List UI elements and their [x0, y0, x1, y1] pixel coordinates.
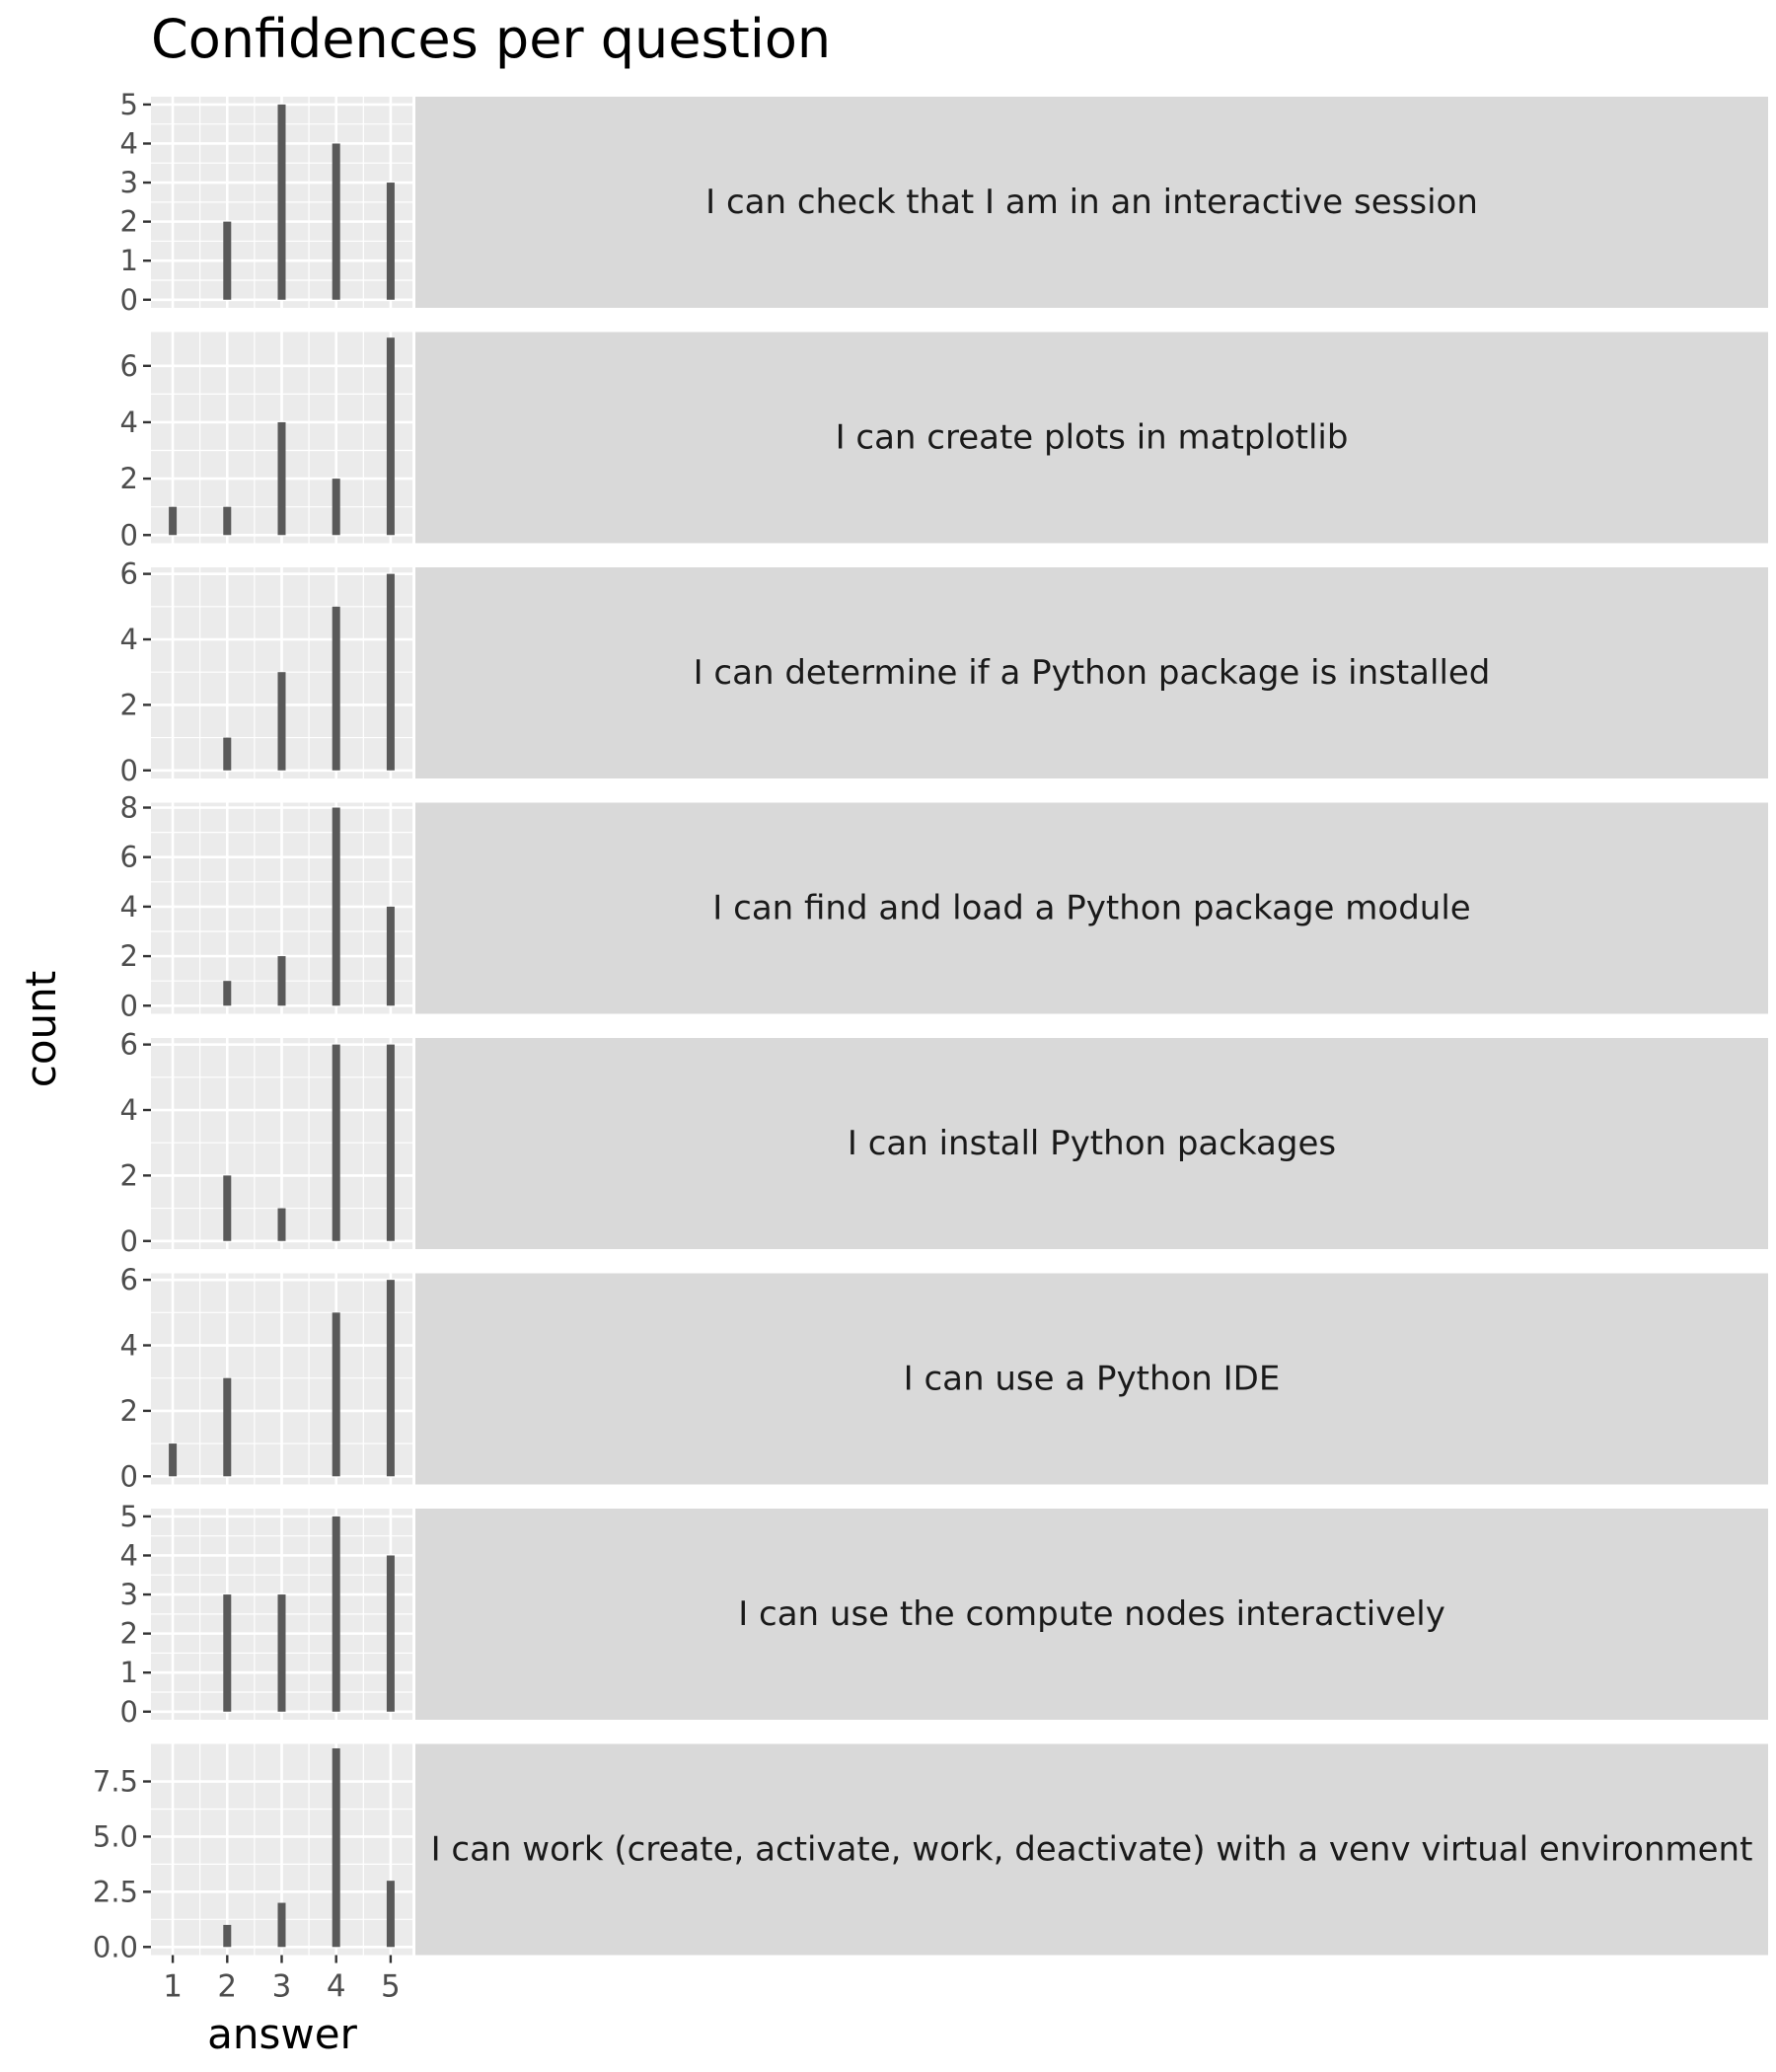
facet-panel — [120, 557, 1768, 787]
bar — [333, 1517, 340, 1712]
y-tick-label: 2 — [119, 462, 138, 496]
facet-strip-label: I can install Python packages — [847, 1124, 1337, 1163]
bar — [278, 1903, 286, 1948]
bar — [169, 507, 177, 536]
y-tick-label: 0 — [119, 518, 138, 553]
bar — [333, 1312, 340, 1476]
y-tick-label: 0 — [119, 1223, 138, 1258]
y-tick-label: 8 — [119, 790, 138, 825]
y-tick-label: 0 — [119, 282, 138, 317]
y-tick-label: 0.0 — [92, 1930, 138, 1964]
bar — [387, 337, 395, 535]
x-tick-label: 1 — [163, 1968, 183, 2005]
x-tick-label: 3 — [271, 1968, 292, 2005]
y-tick-label: 0 — [119, 1459, 138, 1494]
chart-title: Confidences per question — [151, 8, 832, 70]
bar — [387, 907, 395, 1005]
y-tick-label: 3 — [119, 1578, 138, 1612]
facet-panel — [120, 791, 1768, 1023]
bar — [387, 1881, 395, 1947]
x-axis — [163, 1956, 401, 2005]
bar — [333, 1045, 340, 1241]
x-tick-label: 2 — [217, 1968, 238, 2005]
y-tick-label: 2.5 — [92, 1875, 138, 1909]
y-tick-label: 4 — [119, 1538, 138, 1573]
y-tick-label: 0 — [119, 989, 138, 1023]
bar — [223, 1925, 231, 1947]
facet-strip-label: I can use a Python IDE — [903, 1359, 1281, 1399]
y-tick-label: 1 — [119, 1656, 138, 1690]
bar — [223, 1594, 231, 1712]
y-tick-label: 2 — [119, 1393, 138, 1428]
y-tick-label: 5.0 — [92, 1819, 138, 1854]
panels-layer — [93, 88, 1768, 1963]
facet-strip-label: I can create plots in matplotlib — [835, 417, 1349, 458]
bar — [223, 507, 231, 536]
bar — [333, 143, 340, 299]
y-tick-label: 4 — [119, 1093, 138, 1128]
bar — [278, 422, 286, 535]
bar — [333, 607, 340, 771]
bar — [387, 1280, 395, 1476]
y-axis-label: count — [17, 970, 65, 1088]
facet-panel — [120, 1263, 1768, 1493]
y-tick-label: 2 — [119, 688, 138, 722]
y-tick-label: 6 — [119, 840, 138, 874]
bar — [223, 738, 231, 771]
y-tick-label: 2 — [119, 1158, 138, 1193]
y-tick-label: 5 — [119, 1499, 138, 1533]
bar — [278, 1594, 286, 1712]
bar — [278, 1209, 286, 1241]
facet-panel — [120, 1500, 1768, 1729]
y-tick-label: 2 — [119, 939, 138, 974]
facet-strip-label: I can use the compute nodes interactively — [738, 1594, 1445, 1634]
bar — [333, 808, 340, 1006]
y-tick-label: 1 — [119, 244, 138, 278]
bar — [169, 1443, 177, 1476]
bar — [223, 222, 231, 300]
y-tick-label: 0 — [119, 1694, 138, 1729]
y-tick-label: 3 — [119, 166, 138, 200]
facet-panel — [120, 88, 1768, 317]
facet-strip-label: I can determine if a Python package is installed — [693, 653, 1491, 693]
y-tick-label: 7.5 — [92, 1764, 138, 1799]
y-tick-label: 6 — [119, 556, 138, 591]
x-tick-label: 4 — [326, 1968, 346, 2005]
facet-strip-label: I can check that I am in an interactive session — [705, 183, 1478, 222]
y-tick-label: 4 — [119, 623, 138, 657]
y-tick-label: 4 — [119, 1328, 138, 1363]
bar — [387, 183, 395, 300]
facet-panel — [93, 1744, 1768, 1964]
bar — [333, 1748, 340, 1947]
y-tick-label: 4 — [119, 405, 138, 439]
y-tick-label: 0 — [119, 753, 138, 787]
y-tick-label: 6 — [119, 1027, 138, 1062]
y-tick-label: 4 — [119, 889, 138, 924]
bar — [223, 981, 231, 1005]
facet-strip-label: I can work (create, activate, work, deactivate) with a venv virtual environment — [430, 1829, 1753, 1870]
bar — [387, 574, 395, 771]
bar — [278, 956, 286, 1005]
y-tick-label: 2 — [119, 204, 138, 239]
y-tick-label: 6 — [119, 1263, 138, 1297]
bar — [387, 1045, 395, 1241]
bar — [278, 672, 286, 771]
x-axis-label: answer — [207, 2010, 357, 2058]
x-tick-label: 5 — [381, 1968, 401, 2005]
y-tick-label: 4 — [119, 126, 138, 161]
y-tick-label: 6 — [119, 348, 138, 383]
bar — [333, 479, 340, 535]
facet-strip-label: I can find and load a Python package module — [712, 888, 1471, 928]
facet-panel — [120, 1028, 1768, 1258]
y-tick-label: 2 — [119, 1616, 138, 1651]
facet-panel — [120, 333, 1768, 553]
y-tick-label: 5 — [119, 87, 138, 121]
bar — [223, 1378, 231, 1477]
bar — [223, 1175, 231, 1240]
bar — [387, 1555, 395, 1711]
bar — [278, 105, 286, 300]
